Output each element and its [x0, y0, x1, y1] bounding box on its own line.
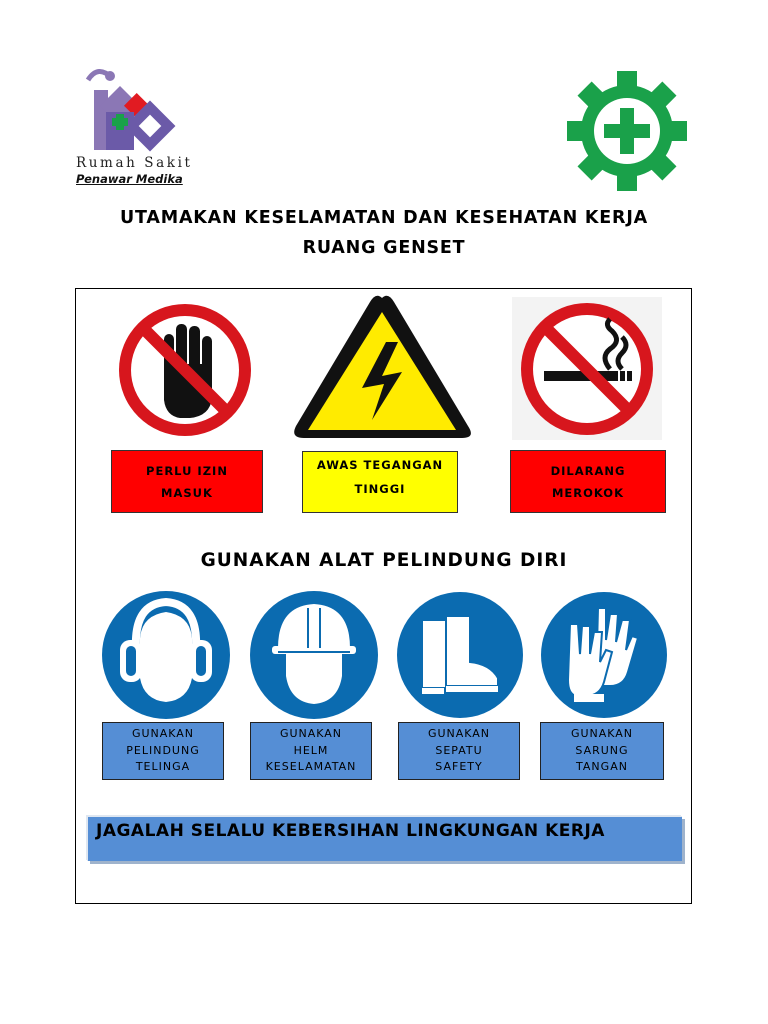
ear-protection-icon	[96, 590, 236, 720]
label-line: MEROKOK	[551, 485, 624, 500]
safety-gloves-label	[540, 722, 664, 780]
safety-boots-icon	[392, 590, 528, 720]
label-line: TANGAN	[576, 760, 628, 774]
safety-gloves-icon	[536, 590, 672, 720]
safety-boots-label	[398, 722, 520, 780]
label-line: MASUK	[161, 485, 213, 500]
ppe-heading: GUNAKAN ALAT PELINDUNG DIRI	[200, 550, 568, 571]
sub-title: RUANG GENSET	[302, 238, 466, 258]
label-line: SEPATU	[435, 743, 483, 757]
label-line: AWAS TEGANGAN	[316, 458, 444, 472]
no-smoking-label	[510, 450, 666, 513]
label-line: HELM	[293, 743, 329, 757]
label-line: DILARANG	[550, 463, 626, 478]
label-line: SAFETY	[435, 760, 483, 774]
high-voltage-label	[302, 451, 458, 513]
safety-helmet-label	[250, 722, 372, 780]
no-entry-hand-icon	[110, 300, 260, 440]
label-line: GUNAKAN	[570, 727, 634, 741]
ear-protection-label	[102, 722, 224, 780]
label-line: TINGGI	[354, 482, 406, 496]
no-entry-label	[111, 450, 263, 513]
safety-helmet-icon	[244, 590, 384, 720]
no-smoking-icon	[512, 297, 662, 440]
banner-text: JAGALAH SELALU KEBERSIHAN LINGKUNGAN KERJA	[96, 821, 605, 841]
label-line: GUNAKAN	[279, 727, 343, 741]
main-title: UTAMAKAN KESELAMATAN DAN KESEHATAN KERJA	[120, 208, 648, 228]
k3-safety-gear-icon	[562, 70, 692, 192]
hospital-subname: Penawar Medika	[76, 172, 183, 186]
hospital-name: Rumah Sakit	[76, 155, 193, 171]
label-line: GUNAKAN	[427, 727, 491, 741]
label-line: PELINDUNG	[126, 743, 200, 757]
label-line: GUNAKAN	[131, 727, 195, 741]
high-voltage-icon	[290, 292, 475, 440]
label-line: PERLU IZIN	[146, 463, 228, 478]
label-line: KESELAMATAN	[265, 760, 357, 774]
label-line: TELINGA	[135, 760, 191, 774]
label-line: SARUNG	[575, 743, 629, 757]
